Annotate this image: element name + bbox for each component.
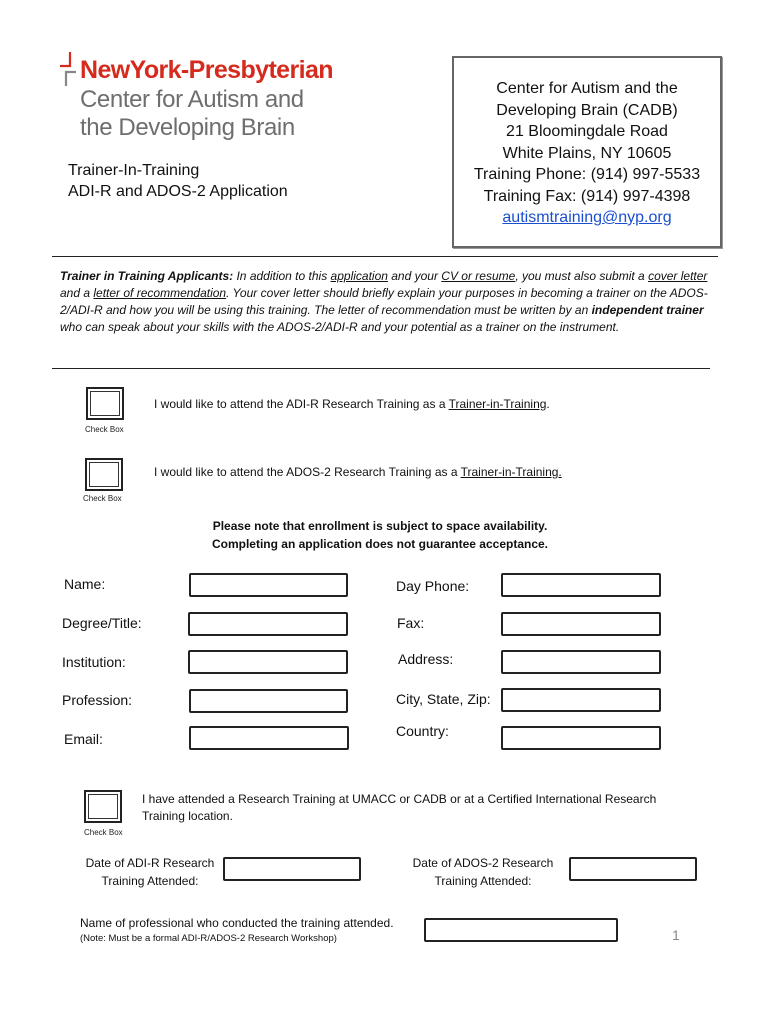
degree-title-input[interactable] [188,612,348,636]
attended-training-checkbox[interactable] [84,790,122,823]
enrollment-notice-line-2: Completing an application does not guarantee acceptance. [211,537,549,551]
city-state-zip-input[interactable] [501,688,661,712]
professional-note: (Note: Must be a formal ADI-R/ADOS-2 Research Workshop) [80,933,337,944]
city-state-zip-label: City, State, Zip: [396,691,491,707]
contact-line-2: Developing Brain (CADB) [496,101,678,119]
country-input[interactable] [501,726,661,750]
logo-line-2: the Developing Brain [80,114,295,141]
degree-title-label: Degree/Title: [62,615,142,631]
contact-line-3: 21 Bloomingdale Road [506,123,668,140]
page-number: 1 [672,927,680,943]
contact-email-link[interactable]: autismtraining@nyp.org [502,209,672,226]
professional-label: Name of professional who conducted the training attended. [80,916,394,930]
attended-training-text-1: I have attended a Research Training at UMACC or CADB or at a Certified International Research [142,792,657,806]
institution-label: Institution: [62,654,126,670]
logo-org-name: NewYork-Presbyterian [80,56,333,84]
page-title-line-2: ADI-R and ADOS-2 Application [68,183,288,200]
day-phone-label: Day Phone: [396,578,470,594]
professional-input[interactable] [424,918,618,942]
ados2-trainer-checkbox[interactable] [85,458,123,491]
institution-input[interactable] [188,650,348,674]
adir-option-text: I would like to attend the ADI-R Research Training as a [154,397,449,411]
adir-option-underlined: Trainer-in-Training [448,397,547,411]
profession-input[interactable] [189,689,348,713]
contact-line-4: White Plains, NY 10605 [502,144,672,162]
email-label: Email: [64,731,103,747]
intro-underline-application: application [330,269,388,283]
ados2-trainer-option-label [154,465,562,479]
checkbox-caption-3: Check Box [84,828,123,837]
intro-text-1: In addition to this [233,269,331,283]
divider-top [52,256,718,257]
ados2-date-input[interactable] [569,857,697,881]
intro-text-3: , you must also submit a [515,269,649,283]
email-input[interactable] [189,726,349,750]
contact-phone: Training Phone: (914) 997-5533 [473,166,701,183]
logo-line-1: Center for Autism and [80,86,304,113]
adir-option-end: . [546,397,550,411]
intro-underline-cv: CV or resume [441,269,516,283]
intro-underline-recommendation: letter of recommendation [93,286,227,300]
adir-trainer-option-label [154,397,550,411]
ados2-option-underlined: Trainer-in-Training. [460,465,562,479]
divider-middle [52,368,710,369]
contact-line-1: Center for Autism and the [496,80,678,97]
adir-date-input[interactable] [223,857,361,881]
day-phone-input[interactable] [501,573,661,597]
contact-box [452,56,722,248]
page-title-line-1: Trainer-In-Training [68,162,200,179]
nyp-logo-mark [60,52,76,86]
name-input[interactable] [189,573,348,597]
intro-text-2: and your [387,269,442,283]
address-label: Address: [398,651,454,667]
fax-input[interactable] [501,612,661,636]
adir-date-label-1: Date of ADI-R Research [85,856,215,870]
address-input[interactable] [501,650,661,674]
ados2-date-label-2: Training Attended: [434,874,532,888]
enrollment-notice-line-1: Please note that enrollment is subject to space availability. [212,519,548,533]
intro-paragraph [60,268,710,336]
ados2-date-label-1: Date of ADOS-2 Research [412,856,554,870]
intro-lead: Trainer in Training Applicants: [60,269,234,283]
country-label: Country: [396,723,449,739]
intro-bold-independent-trainer: independent trainer [591,303,704,317]
name-label: Name: [64,576,106,592]
checkbox-caption-2: Check Box [83,494,122,503]
intro-underline-cover-letter: cover letter [648,269,708,283]
fax-label: Fax: [397,615,425,631]
profession-label: Profession: [62,692,133,708]
intro-text-4: and a [60,286,94,300]
checkbox-caption-1: Check Box [85,425,124,434]
contact-fax: Training Fax: (914) 997-4398 [483,187,691,205]
ados2-option-text: I would like to attend the ADOS-2 Research Training as a [154,465,461,479]
attended-training-text-2: Training location. [142,809,233,823]
intro-text-5: . Your cover letter should briefly explain your purposes in becoming a trainer on the ADOS-2/ADI-R and how you will be using this training. The letter of recommendation must be written by an [60,286,708,317]
intro-text-6: who can speak about your skills with the ADOS-2/ADI-R and your potential as a trainer on the instrument. [60,320,620,334]
adir-date-label-2: Training Attended: [101,874,199,888]
adir-trainer-checkbox[interactable] [86,387,124,420]
